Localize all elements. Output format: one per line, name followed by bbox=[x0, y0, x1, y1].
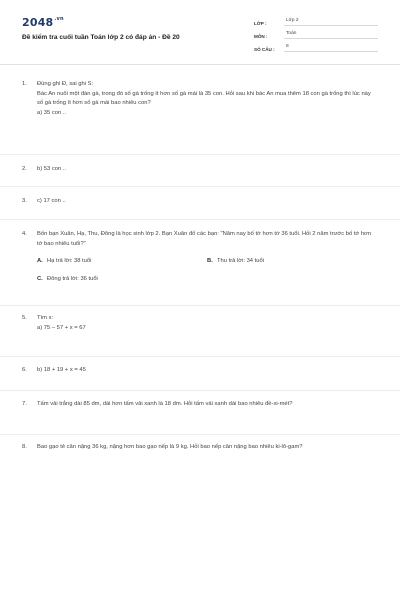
answer-choice: a) 35 con .. bbox=[37, 109, 67, 116]
site-logo[interactable] bbox=[22, 16, 64, 29]
question-text: Bác An nuôi một đàn gà, trong đó số gà trống ít hơn số gà mái là 35 con. Hỏi sau khi bác An mua thêm 18 con gà trống thì lúc này số gà trống ít hơn số gà mái bao nhiêu con? bbox=[37, 90, 371, 106]
question-2 bbox=[22, 165, 378, 175]
question-7 bbox=[22, 400, 378, 410]
brand-tld: .vn bbox=[54, 16, 64, 22]
question-number: 2. bbox=[22, 166, 27, 172]
option-text: Đông trả lời: 36 tuổi bbox=[47, 275, 98, 282]
option-b[interactable] bbox=[207, 257, 377, 267]
meta-class-row bbox=[254, 14, 378, 26]
question-number: 7. bbox=[22, 401, 27, 407]
question-number: 5. bbox=[22, 315, 27, 321]
options-row bbox=[37, 275, 378, 285]
question-divider bbox=[0, 186, 400, 187]
meta-count-row bbox=[254, 40, 378, 52]
meta-class-value: Lớp 2 bbox=[284, 18, 378, 26]
option-letter: A. bbox=[37, 258, 43, 264]
question-number: 4. bbox=[22, 231, 27, 237]
meta-subject-value: Toán bbox=[284, 31, 378, 39]
meta-count-value: 8 bbox=[284, 44, 378, 52]
option-letter: B. bbox=[207, 258, 213, 264]
question-divider bbox=[0, 305, 400, 306]
page-title: Đề kiểm tra cuối tuần Toán lớp 2 có đáp án - Đề 20 bbox=[22, 34, 180, 41]
question-3 bbox=[22, 197, 378, 207]
question-number: 1. bbox=[22, 81, 27, 87]
exam-meta bbox=[254, 14, 378, 53]
option-c[interactable] bbox=[37, 275, 207, 285]
meta-subject-label: MÔN : bbox=[254, 34, 268, 39]
meta-subject-row bbox=[254, 27, 378, 39]
option-text: Thu trả lời: 34 tuổi bbox=[217, 258, 264, 264]
answer-choice: b) 53 con .. bbox=[37, 166, 67, 172]
option-a[interactable] bbox=[37, 257, 207, 267]
math-expression: b) 18 + 19 + x = 45 bbox=[37, 367, 86, 373]
question-6 bbox=[22, 366, 378, 376]
math-expression: a) 75 – 57 + x = 67 bbox=[37, 324, 86, 331]
meta-class-label: LỚP : bbox=[254, 21, 267, 26]
question-divider bbox=[0, 154, 400, 155]
question-text: Tìm x: bbox=[37, 315, 54, 321]
option-letter: C. bbox=[37, 275, 43, 282]
question-divider bbox=[0, 356, 400, 357]
question-number: 3. bbox=[22, 198, 27, 204]
question-number: 6. bbox=[22, 367, 27, 373]
question-4 bbox=[22, 230, 378, 284]
question-divider bbox=[0, 434, 400, 435]
question-divider bbox=[0, 219, 400, 220]
question-1 bbox=[22, 80, 378, 118]
answer-choice: c) 17 con .. bbox=[37, 198, 66, 204]
option-text: Hạ trả lời: 38 tuổi bbox=[47, 258, 92, 264]
question-divider bbox=[0, 390, 400, 391]
question-number: 8. bbox=[22, 444, 27, 450]
brand-name: 2048 bbox=[22, 16, 54, 29]
question-8 bbox=[22, 443, 378, 453]
question-text: Đúng ghi Đ, sai ghi S: bbox=[37, 81, 94, 87]
meta-count-label: SỐ CÂU : bbox=[254, 47, 275, 52]
options-row bbox=[37, 257, 378, 267]
header-divider bbox=[0, 64, 400, 65]
question-5 bbox=[22, 314, 378, 333]
question-text: Tấm vải trắng dài 85 dm, dài hơn tấm vải xanh là 18 dm. Hỏi tấm vải xanh dài bao nhiêu đề-xi-mét? bbox=[37, 401, 293, 407]
question-text: Bao gạo tẻ cân nặng 36 kg, nặng hơn bao gạo nếp là 9 kg. Hỏi bao nếp cân nặng bao nhiêu ki-lô-gam? bbox=[37, 444, 303, 450]
question-text: Bốn bạn Xuân, Hạ, Thu, Đông là học sinh lớp 2. Bạn Xuân đố các bạn: "Năm nay bố tớ hơn tớ 36 tuổi. Hỏi 2 năm trước bố tớ hơn tớ bao nhiêu tuổi?" bbox=[37, 231, 372, 247]
